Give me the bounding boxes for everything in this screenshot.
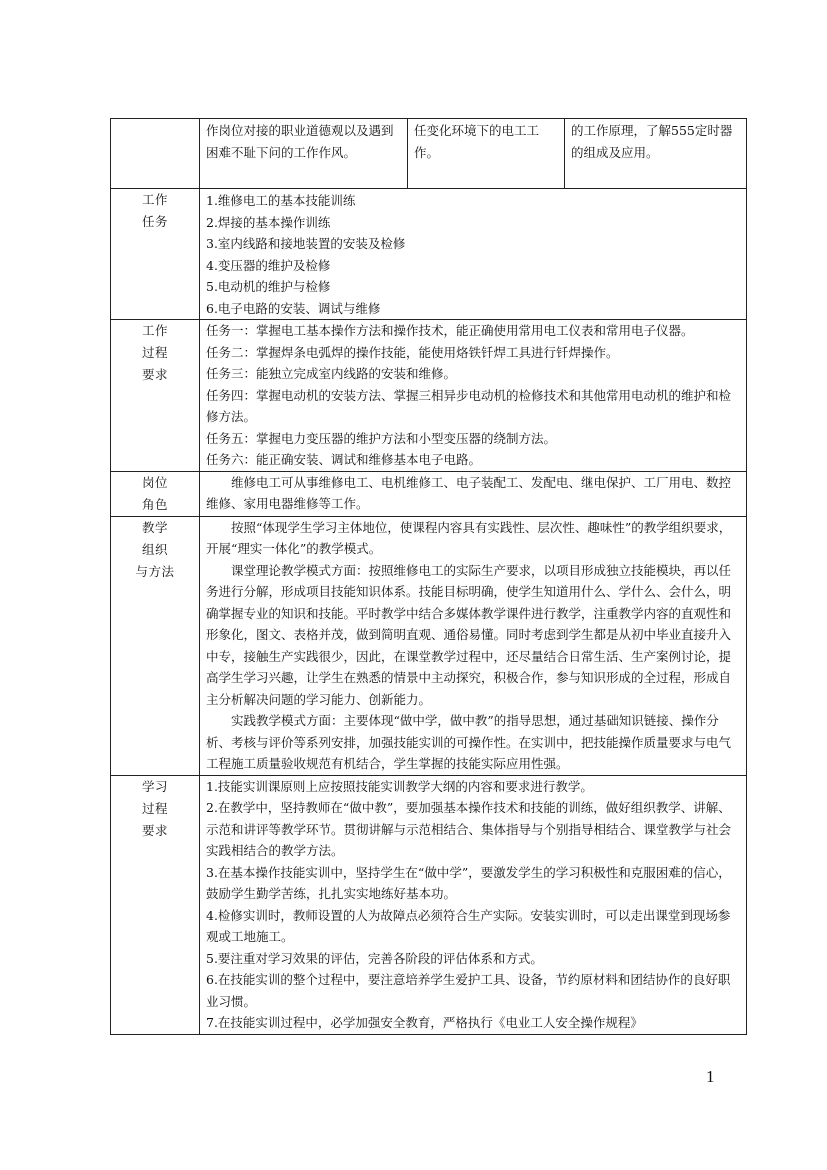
list-item: 2.在教学中，坚持教师在“做中教”，要加强基本操作技术和技能的训练，做好组织教学、讲解、示范和讲评等教学环节。贯彻讲解与示范相结合、集体指导与个别指导相结合、课堂教学与社会实践相结合的教学方法。	[206, 800, 732, 858]
table-row	[111, 516, 747, 775]
paragraph: 实践教学模式方面：主要体现“做中学，做中教”的指导思想，通过基础知识链接、操作分析、考核与评价等系列安排，加强技能实训的可操作性。在实训中，把技能操作质量要求与电气工程施工质量验收规范有机结合，学生掌握的技能实际应用性强。	[206, 713, 732, 771]
list-item: 任务三：能独立完成室内线路的安装和维修。	[206, 366, 457, 381]
table-row	[111, 775, 747, 1034]
teaching-content	[200, 516, 747, 775]
teaching-label: 教学 组织 与方法	[111, 516, 200, 775]
list-item: 1.维修电工的基本技能训练	[206, 193, 356, 208]
table-row	[111, 189, 747, 320]
table-row	[111, 320, 747, 472]
list-item: 任务二：掌握焊条电弧焊的操作技能，能使用烙铁钎焊工具进行钎焊操作。	[206, 344, 619, 360]
learning-content	[200, 775, 747, 1034]
table-row	[111, 119, 747, 189]
course-table	[110, 118, 747, 1035]
list-item: 任务五：掌握电力变压器的维护方法和小型变压器的绕制方法。	[206, 430, 557, 446]
work-tasks-label: 工作 任务	[111, 189, 200, 320]
top-cell-3: 的工作原理，了解555定时器的组成及应用。	[571, 123, 733, 160]
list-item: 3.在基本操作技能实训中，坚持学生在“做中学”，要激发学生的学习积极性和克服困难的信心，鼓励学生勤学苦练，扎扎实实地练好基本功。	[206, 864, 731, 901]
list-item: 1.技能实训课原则上应按照技能实训教学大纲的内容和要求进行教学。	[206, 778, 593, 794]
work-process-label: 工作 过程 要求	[111, 320, 200, 472]
paragraph: 按照“体现学生学习主体地位，使课程内容具有实践性、层次性、趣味性”的教学组织要求，开展“理实一体化”的教学模式。	[206, 519, 732, 556]
work-process-content	[200, 320, 747, 472]
table-row	[111, 471, 747, 516]
label-cell-empty	[111, 119, 200, 189]
list-item: 任务一：掌握电工基本操作方法和操作技术，能正确使用常用电工仪表和常用电子仪器。	[206, 323, 694, 338]
post-role-content	[200, 471, 747, 516]
list-item: 4.变压器的维护及检修	[206, 257, 331, 273]
work-tasks-content	[200, 189, 747, 320]
list-item: 6.在技能实训的整个过程中，要注意培养学生爱护工具、设备，节约原材料和团结协作的良好职业习惯。	[206, 972, 731, 1009]
list-item: 5.电动机的维护与检修	[206, 279, 331, 294]
list-item: 7.在技能实训过程中，必学加强安全教育，严格执行《电业工人安全操作规程》	[206, 1015, 643, 1030]
learning-label: 学习 过程 要求	[111, 775, 200, 1034]
post-role-text: 维修电工可从事维修电工、电机维修工、电子装配工、发配电、继电保护、工厂用电、数控维修、家用电器维修等工作。	[206, 474, 732, 511]
list-item: 任务六：能正确安装、调试和维修基本电子电路。	[206, 452, 482, 467]
top-cell-1: 作岗位对接的职业道德观以及遇到困难不耻下问的工作作风。	[206, 123, 394, 160]
list-item: 2.焊接的基本操作训练	[206, 214, 331, 230]
list-item: 5.要注重对学习效果的评估，完善各阶段的评估体系和方式。	[206, 950, 543, 966]
list-item: 6.电子电路的安装、调试与维修	[206, 300, 381, 316]
page-number: 1	[706, 1067, 715, 1086]
list-item: 3.室内线路和接地装置的安装及检修	[206, 236, 406, 251]
list-item: 4.检修实训时，教师设置的人为故障点必须符合生产实际。安装实训时，可以走出课堂到现场参观或工地施工。	[206, 907, 731, 944]
post-role-label: 岗位 角色	[111, 471, 200, 516]
list-item: 任务四：掌握电动机的安装方法、掌握三相异步电动机的检修技术和其他常用电动机的维护和检修方法。	[206, 387, 732, 424]
top-cell-2: 任变化环境下的电工工作。	[414, 123, 540, 160]
paragraph: 课堂理论教学模式方面：按照维修电工的实际生产要求，以项目形成独立技能模块，再以任务进行分解，形成项目技能知识体系。技能目标明确，使学生知道用什么、学什么、会什么，明确掌握专业的知识和技能。平时教学中结合多媒体教学课件进行教学，注重教学内容的直观性和形象化，图文、表格并茂，做到简明直观、通俗易懂。同时考虑到学生都是从初中毕业直接升入中专，接触生产实践很少，因此，在课堂教学过程中，还尽量结合日常生活、生产案例讨论，提高学生学习兴趣，让学生在熟悉的情景中主动探究，积极合作，参与知识形成的全过程，形成自主分析解决问题的学习能力、创新能力。	[206, 562, 732, 707]
